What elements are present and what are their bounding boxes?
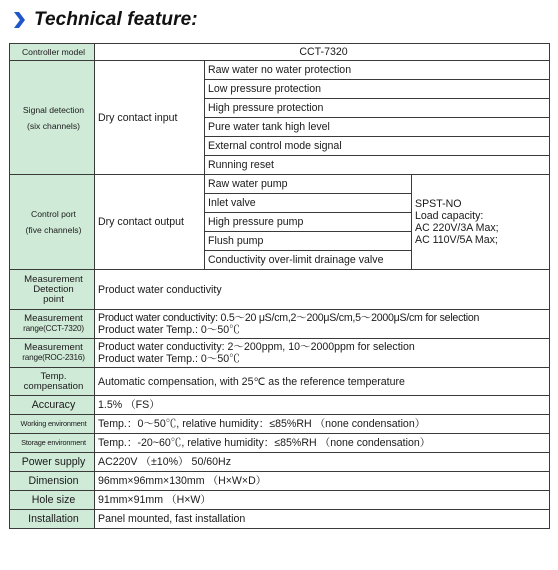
label-range-roc: Measurement range(ROC-2316) bbox=[10, 339, 95, 368]
value-temp-compensation: Automatic compensation, with 25℃ as the reference temperature bbox=[95, 368, 550, 396]
control-item: High pressure pump bbox=[205, 213, 412, 232]
label-power-supply: Power supply bbox=[10, 453, 95, 472]
signal-item: External control mode signal bbox=[205, 137, 550, 156]
signal-item: Raw water no water protection bbox=[205, 61, 550, 80]
value-accuracy: 1.5% （FS） bbox=[95, 396, 550, 415]
label-storage-environment: Storage environment bbox=[10, 434, 95, 453]
value-detection-point: Product water conductivity bbox=[95, 270, 550, 310]
table-row bbox=[10, 396, 550, 415]
table-row bbox=[10, 491, 550, 510]
value-hole-size: 91mm×91mm （H×W） bbox=[95, 491, 550, 510]
label-range-cct: Measurement range(CCT-7320) bbox=[10, 310, 95, 339]
table-row bbox=[10, 472, 550, 491]
chevron-right-icon bbox=[12, 11, 26, 29]
label-accuracy: Accuracy bbox=[10, 396, 95, 415]
label-controller-model: Controller model bbox=[10, 44, 95, 61]
label-signal-detection: Signal detection (six channels) bbox=[10, 61, 95, 175]
label-detection-point: Measurement Detection point bbox=[10, 270, 95, 310]
section-title: Technical feature: bbox=[34, 9, 198, 30]
signal-item: Running reset bbox=[205, 156, 550, 175]
signal-item: High pressure protection bbox=[205, 99, 550, 118]
table-row bbox=[10, 339, 550, 368]
label-temp-compensation: Temp. compensation bbox=[10, 368, 95, 396]
section-heading bbox=[12, 8, 198, 32]
table-row bbox=[10, 453, 550, 472]
table-row bbox=[10, 415, 550, 434]
value-installation: Panel mounted, fast installation bbox=[95, 510, 550, 529]
control-type: Dry contact output bbox=[95, 175, 205, 270]
table-row bbox=[10, 61, 550, 80]
control-item: Inlet valve bbox=[205, 194, 412, 213]
control-item: Conductivity over-limit drainage valve bbox=[205, 251, 412, 270]
label-installation: Installation bbox=[10, 510, 95, 529]
value-controller-model: CCT-7320 bbox=[95, 44, 550, 61]
control-spec: SPST-NO Load capacity: AC 220V/3A Max; AC 110V/5A Max; bbox=[412, 175, 550, 270]
value-storage-environment: Temp.：-20~60℃, relative humidity：≤85%RH （none condensation） bbox=[95, 434, 550, 453]
label-working-environment: Working environment bbox=[10, 415, 95, 434]
table-row bbox=[10, 270, 550, 310]
table-row bbox=[10, 175, 550, 194]
table-row bbox=[10, 510, 550, 529]
value-range-cct: Product water conductivity: 0.5～20 μS/cm,2～200μS/cm,5～2000μS/cm for selection Product water Temp.: 0～50℃ bbox=[95, 310, 550, 339]
control-item: Raw water pump bbox=[205, 175, 412, 194]
value-working-environment: Temp.：0～50℃, relative humidity：≤85%RH （none condensation） bbox=[95, 415, 550, 434]
signal-item: Low pressure protection bbox=[205, 80, 550, 99]
table-row bbox=[10, 434, 550, 453]
control-item: Flush pump bbox=[205, 232, 412, 251]
label-dimension: Dimension bbox=[10, 472, 95, 491]
signal-item: Pure water tank high level bbox=[205, 118, 550, 137]
signal-type: Dry contact input bbox=[95, 61, 205, 175]
table-row bbox=[10, 310, 550, 339]
value-range-roc: Product water conductivity: 2～200ppm, 10～2000ppm for selection Product water Temp.: 0～50℃ bbox=[95, 339, 550, 368]
label-control-port: Control port (five channels) bbox=[10, 175, 95, 270]
value-dimension: 96mm×96mm×130mm （H×W×D） bbox=[95, 472, 550, 491]
label-hole-size: Hole size bbox=[10, 491, 95, 510]
table-row bbox=[10, 44, 550, 61]
value-power-supply: AC220V （±10%） 50/60Hz bbox=[95, 453, 550, 472]
table-row bbox=[10, 368, 550, 396]
technical-spec-table bbox=[9, 43, 550, 529]
